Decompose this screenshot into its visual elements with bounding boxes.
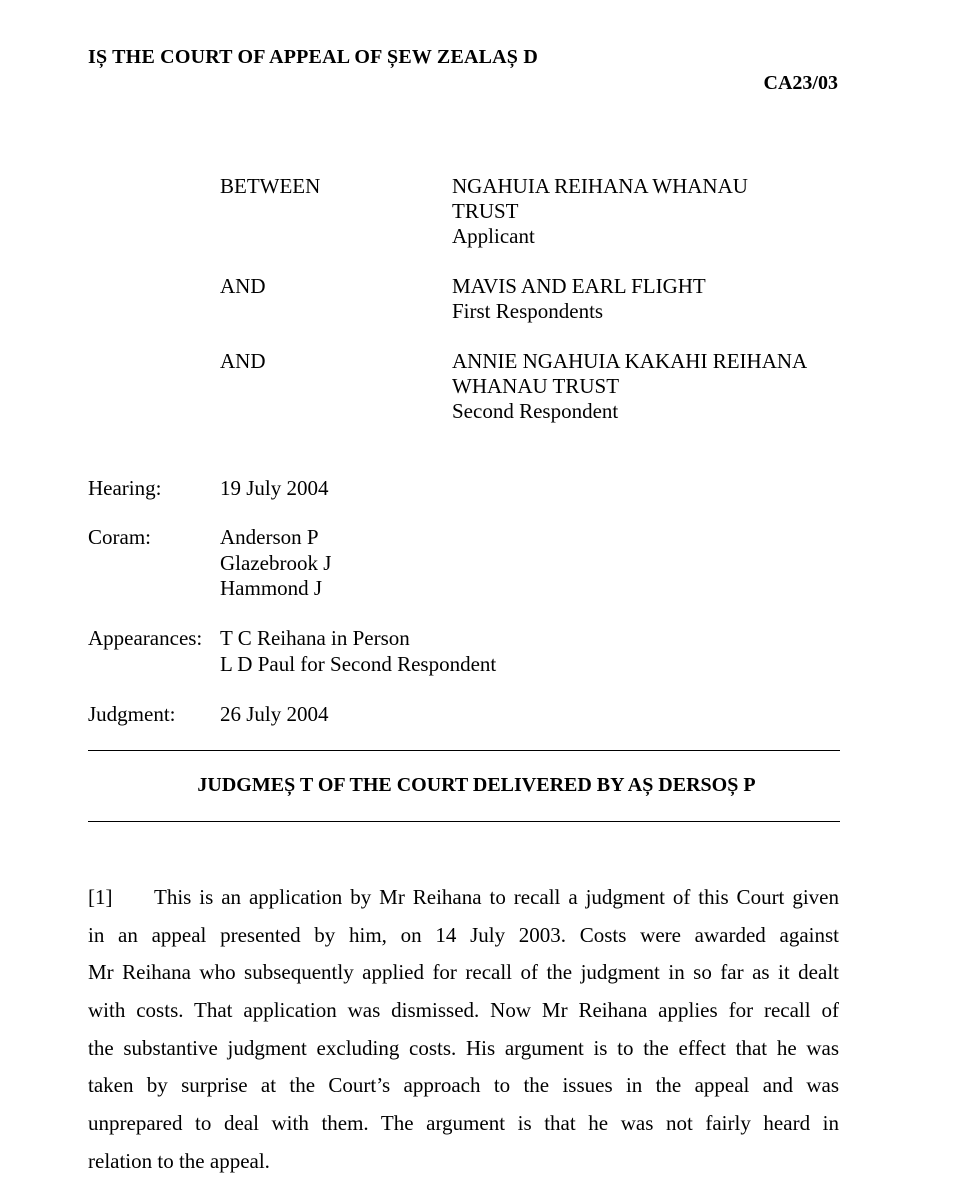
judgment-date-label: Judgment: [88,702,176,726]
paragraph-line: in an appeal presented by him, on 14 July 2003. Costs were awarded against [88,922,839,947]
hearing-value [220,476,329,502]
party-name-line: MAVIS AND EARL FLIGHT [452,274,706,298]
judgment-date-value [220,702,329,728]
party-second-respondent [452,349,807,424]
paragraph-number: [1] [88,885,113,909]
judgment-heading: JUDGMEȘ T OF THE COURT DELIVERED BY AȘ DERSOȘ P [197,774,756,796]
party-applicant [452,174,748,249]
coram-label: Coram: [88,525,151,549]
judge-name: Glazebrook J [220,550,332,575]
party-role-applicant: BETWEEN [220,174,321,198]
court-title: IȘ THE COURT OF APPEAL OF ȘEW ZEALAȘ D [88,46,538,68]
appearances-label: Appearances: [88,626,203,650]
paragraph-line: Mr Reihana who subsequently applied for recall of the judgment in so far as it dealt [88,960,839,985]
party-first-respondents [452,274,706,324]
judge-name: Anderson P [220,525,319,549]
party-name-line: WHANAU TRUST [452,374,620,398]
bottom-rule [88,821,840,822]
hearing-date: 19 July 2004 [220,476,329,500]
paragraph-line [88,879,839,917]
party-name-line: TRUST [452,199,519,223]
top-rule [88,750,840,751]
coram-value [220,525,331,602]
paragraph-text: This is an application by Mr Reihana to recall a judgment of this Court given [154,885,839,909]
appearance-line: L D Paul for Second Respondent [220,651,497,676]
paragraph-line: relation to the appeal. [88,1148,270,1173]
party-name-line: NGAHUIA REIHANA WHANAU [452,174,748,198]
judgment-date: 26 July 2004 [220,702,329,726]
paragraph-line: taken by surprise at the Court’s approach to the issues in the appeal and was [88,1073,839,1098]
paragraph-line: the substantive judgment excluding costs. His argument is to the effect that he was [88,1035,839,1060]
party-name-line: ANNIE NGAHUIA KAKAHI REIHANA [452,349,808,373]
appearances-value [220,626,496,677]
party-role-first-respondents: AND [220,274,266,298]
case-number: CA23/03 [763,72,838,94]
party-designation: Second Respondent [452,399,619,423]
party-designation: First Respondents [452,299,604,323]
party-role-second-respondent: AND [220,349,266,373]
party-designation: Applicant [452,224,535,248]
paragraph-line: unprepared to deal with them. The argument is that he was not fairly heard in [88,1111,839,1136]
paragraph-1 [88,879,839,1181]
paragraph-line: with costs. That application was dismissed. Now Mr Reihana applies for recall of [88,998,839,1023]
appearance-line: T C Reihana in Person [220,626,410,650]
hearing-label: Hearing: [88,476,162,500]
judge-name: Hammond J [220,576,323,600]
